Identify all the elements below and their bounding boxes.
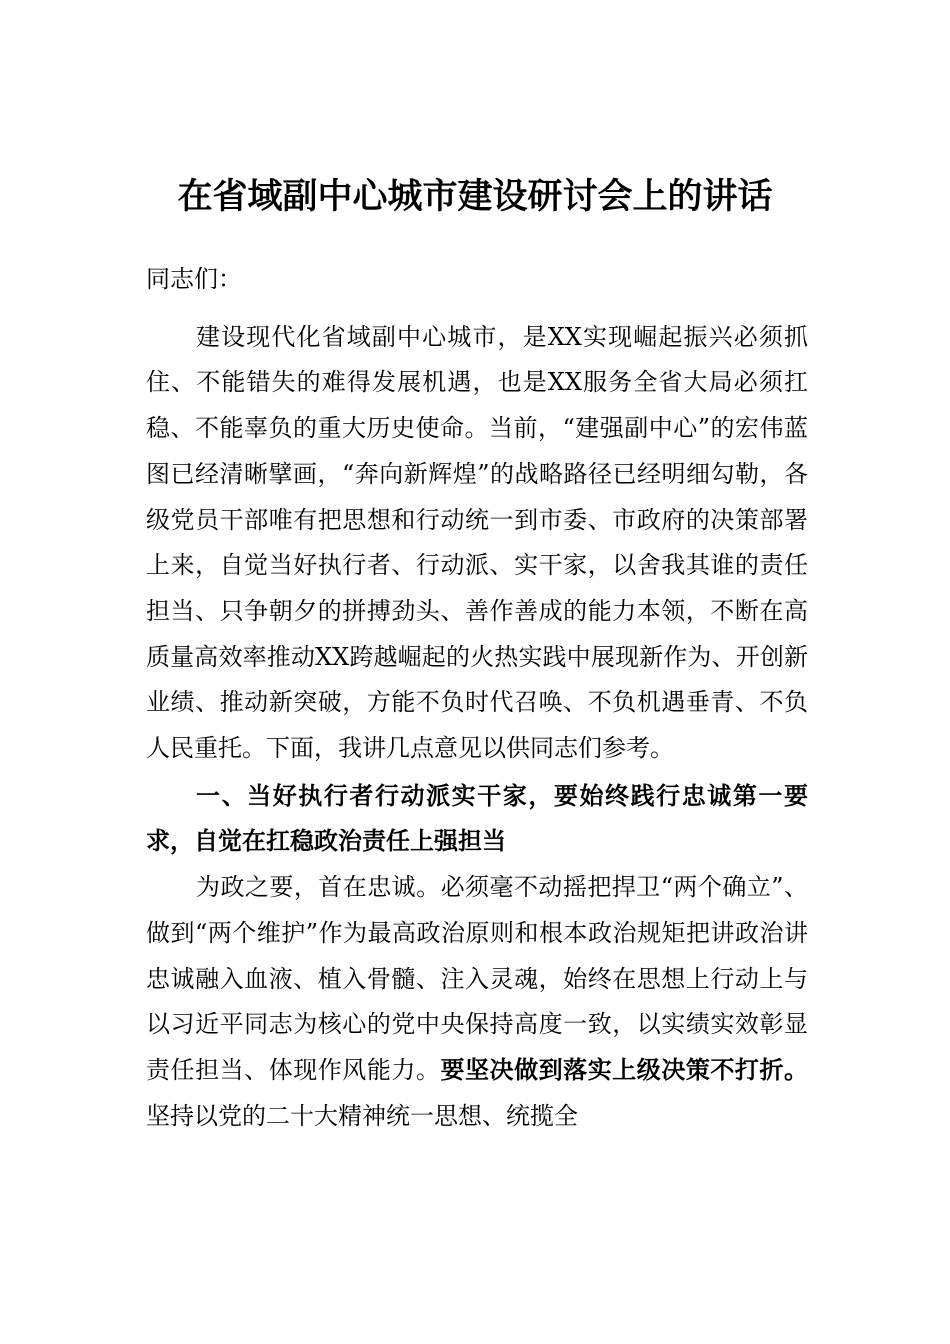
section-1-lead-text: 为政之要，首在忠诚。必须毫不动摇把捍卫“两个确立”、做到“两个维护”作为最高政治原则和根本政治规矩把讲政治讲忠诚融入血液、植入骨髓、注入灵魂，始终在思想上行动上与以习近平同志为核心的党中央保持高度一致，以实绩实效彰显责任担当、体现作风能力。 [146, 873, 808, 1084]
section-1-paragraph [146, 865, 808, 1139]
document-title: 在省域副中心城市建设研讨会上的讲话 [177, 177, 773, 217]
section-1-bold-text: 要坚决做到落实上级决策不打折。 [440, 1055, 809, 1084]
section-1-tail-text: 坚持以党的二十大精神统一思想、统揽全 [146, 1101, 578, 1130]
document-body [146, 250, 808, 1139]
intro-paragraph: 建设现代化省域副中心城市，是XX实现崛起振兴必须抓住、不能错失的难得发展机遇，也是XX服务全省大局必须扛稳、不能辜负的重大历史使命。当前，“建强副中心”的宏伟蓝图已经清晰擘画，“奔向新辉煌”的战略路径已经明细勾勒，各级党员干部唯有把思想和行动统一到市委、市政府的决策部署上来，自觉当好执行者、行动派、实干家，以舍我其谁的责任担当、只争朝夕的拼搏劲头、善作善成的能力本领，不断在高质量高效率推动XX跨越崛起的火热实践中展现新作为、开创新业绩、推动新突破，方能不负时代召唤、不负机遇垂青、不负人民重托。下面，我讲几点意见以供同志们参考。 [146, 322, 808, 763]
salutation: 同志们： [146, 265, 242, 293]
section-1-heading: 一、当好执行者行动派实干家，要始终践行忠诚第一要求，自觉在扛稳政治责任上强担当 [146, 781, 808, 856]
